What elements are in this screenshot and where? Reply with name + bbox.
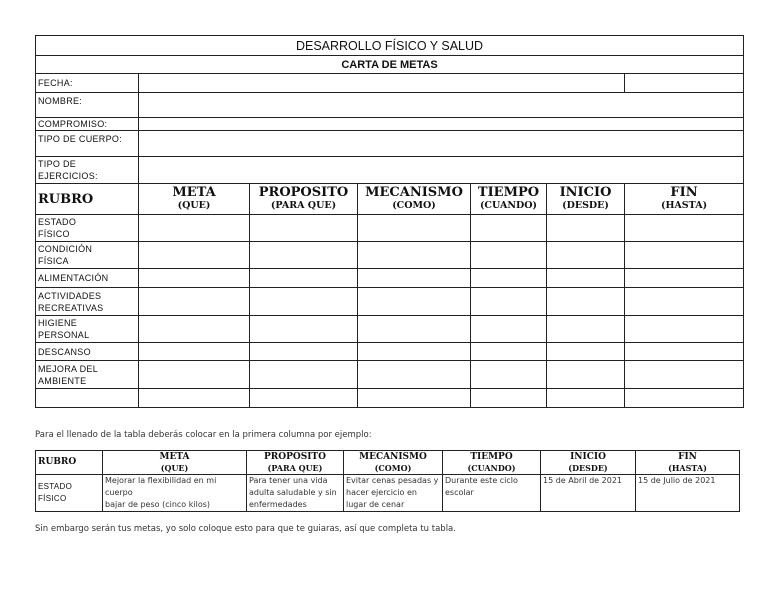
goal-cell[interactable] bbox=[358, 269, 471, 288]
header-proposito-sub: (PARA QUE) bbox=[270, 200, 337, 211]
rubro-label: CONDICIÓN FÍSICA bbox=[36, 242, 139, 269]
goal-cell[interactable] bbox=[250, 242, 358, 269]
goal-cell[interactable] bbox=[547, 242, 625, 269]
header-fin bbox=[625, 184, 744, 215]
goal-cell[interactable] bbox=[547, 343, 625, 361]
goals-form-table bbox=[35, 35, 744, 408]
example-header-fin-sub: (HASTA) bbox=[668, 462, 707, 473]
goal-cell[interactable] bbox=[250, 288, 358, 316]
goal-cell[interactable] bbox=[139, 242, 250, 269]
nombre-label: NOMBRE: bbox=[36, 93, 139, 118]
header-inicio-label: INICIO bbox=[559, 185, 612, 200]
tipo-ejercicios-label: TIPO DE EJERCICIOS: bbox=[36, 157, 139, 184]
goal-cell[interactable] bbox=[471, 215, 547, 242]
goal-cell[interactable] bbox=[139, 269, 250, 288]
goal-cell[interactable] bbox=[547, 316, 625, 343]
example-table bbox=[35, 450, 740, 512]
goal-cell[interactable] bbox=[625, 361, 744, 389]
example-header-fin-label: FIN bbox=[678, 451, 697, 462]
goal-cell[interactable] bbox=[139, 215, 250, 242]
header-row bbox=[36, 184, 744, 215]
header-meta-label: META bbox=[172, 185, 216, 200]
nombre-field[interactable] bbox=[139, 93, 744, 118]
form-title: DESARROLLO FÍSICO Y SALUD bbox=[36, 36, 744, 56]
blank-cell[interactable] bbox=[139, 389, 250, 408]
header-proposito bbox=[250, 184, 358, 215]
goal-cell[interactable] bbox=[471, 269, 547, 288]
example-header-tiempo-label: TIEMPO bbox=[470, 451, 513, 462]
header-proposito-label: PROPOSITO bbox=[258, 185, 349, 200]
goal-cell[interactable] bbox=[250, 215, 358, 242]
goal-cell[interactable] bbox=[547, 215, 625, 242]
goal-cell[interactable] bbox=[139, 288, 250, 316]
header-mecanismo-sub: (COMO) bbox=[392, 200, 436, 211]
rubro-label: DESCANSO bbox=[36, 343, 139, 361]
example-header-proposito-sub: (PARA QUE) bbox=[267, 462, 323, 473]
header-fin-sub: (HASTA) bbox=[660, 200, 708, 211]
header-tiempo bbox=[471, 184, 547, 215]
goal-cell[interactable] bbox=[625, 316, 744, 343]
header-meta-sub: (QUE) bbox=[177, 200, 211, 211]
rubro-row bbox=[36, 215, 744, 242]
form-subtitle: CARTA DE METAS bbox=[36, 56, 744, 74]
blank-cell[interactable] bbox=[36, 389, 139, 408]
fecha-label: FECHA: bbox=[36, 74, 139, 93]
tipo-ejercicios-field[interactable] bbox=[139, 157, 744, 184]
goal-cell[interactable] bbox=[250, 269, 358, 288]
goal-cell[interactable] bbox=[547, 361, 625, 389]
header-meta bbox=[139, 184, 250, 215]
compromiso-label: COMPROMISO: bbox=[36, 118, 139, 131]
goal-cell[interactable] bbox=[471, 361, 547, 389]
goal-cell[interactable] bbox=[250, 361, 358, 389]
example-header-proposito-label: PROPOSITO bbox=[264, 451, 326, 462]
rubro-row bbox=[36, 242, 744, 269]
goal-cell[interactable] bbox=[547, 269, 625, 288]
blank-cell[interactable] bbox=[250, 389, 358, 408]
goal-cell[interactable] bbox=[625, 269, 744, 288]
example-header-mecanismo-label: MECANISMO bbox=[359, 451, 427, 462]
example-header-tiempo bbox=[443, 451, 541, 475]
example-header-mecanismo bbox=[344, 451, 443, 475]
example-fin: 15 de Julio de 2021 bbox=[636, 475, 740, 512]
compromiso-field[interactable] bbox=[139, 118, 744, 131]
rubro-row bbox=[36, 288, 744, 316]
example-header-inicio bbox=[541, 451, 636, 475]
goal-cell[interactable] bbox=[250, 316, 358, 343]
goal-cell[interactable] bbox=[471, 242, 547, 269]
rubro-label: ALIMENTACIÓN bbox=[36, 269, 139, 288]
instructions-outro: Sin embargo serán tus metas, yo solo coloque esto para que te guiaras, así que completa tu tabla. bbox=[35, 524, 456, 534]
rubro-row bbox=[36, 361, 744, 389]
goal-cell[interactable] bbox=[358, 288, 471, 316]
example-header-tiempo-sub: (CUANDO) bbox=[467, 462, 516, 473]
header-mecanismo bbox=[358, 184, 471, 215]
tipo-cuerpo-field[interactable] bbox=[139, 131, 744, 157]
goal-cell[interactable] bbox=[358, 316, 471, 343]
rubro-row bbox=[36, 269, 744, 288]
header-mecanismo-label: MECANISMO bbox=[365, 185, 463, 200]
example-header-inicio-label: INICIO bbox=[570, 451, 606, 462]
rubro-label: MEJORA DEL AMBIENTE bbox=[36, 361, 139, 389]
example-row bbox=[36, 475, 740, 512]
goal-cell[interactable] bbox=[625, 343, 744, 361]
goal-cell[interactable] bbox=[358, 343, 471, 361]
goal-cell[interactable] bbox=[471, 288, 547, 316]
header-inicio-sub: (DESDE) bbox=[562, 200, 609, 211]
blank-cell[interactable] bbox=[471, 389, 547, 408]
example-header-rubro-label: RUBRO bbox=[38, 457, 77, 467]
example-header-meta bbox=[103, 451, 247, 475]
rubro-label: ACTIVIDADES RECREATIVAS bbox=[36, 288, 139, 316]
rubro-row bbox=[36, 316, 744, 343]
rubro-label: ESTADO FÍSICO bbox=[36, 215, 139, 242]
instructions-intro: Para el llenado de la tabla deberás colocar en la primera columna por ejemplo: bbox=[35, 430, 372, 440]
example-header-meta-label: META bbox=[159, 451, 190, 462]
goal-cell[interactable] bbox=[547, 288, 625, 316]
example-header-meta-sub: (QUE) bbox=[160, 462, 189, 473]
goal-cell[interactable] bbox=[139, 343, 250, 361]
example-header-mecanismo-sub: (COMO) bbox=[374, 462, 412, 473]
example-header-fin bbox=[636, 451, 740, 475]
example-meta: Mejorar la flexibilidad en mi cuerpo bajar de peso (cinco kilos) bbox=[103, 475, 247, 512]
rubro-label: HIGIENE PERSONAL bbox=[36, 316, 139, 343]
rubro-row bbox=[36, 343, 744, 361]
goal-cell[interactable] bbox=[625, 215, 744, 242]
goal-cell[interactable] bbox=[471, 316, 547, 343]
example-tiempo: Durante este ciclo escolar bbox=[443, 475, 541, 512]
header-tiempo-label: TIEMPO bbox=[477, 185, 540, 200]
blank-cell[interactable] bbox=[625, 389, 744, 408]
goal-cell[interactable] bbox=[358, 242, 471, 269]
example-inicio: 15 de Abril de 2021 bbox=[541, 475, 636, 512]
rubro-rows bbox=[36, 215, 744, 408]
fecha-extra-field[interactable] bbox=[625, 74, 744, 93]
goal-cell[interactable] bbox=[139, 316, 250, 343]
tipo-cuerpo-label: TIPO DE CUERPO: bbox=[36, 131, 139, 157]
header-rubro: RUBRO bbox=[36, 184, 139, 215]
example-header-inicio-sub: (DESDE) bbox=[568, 462, 608, 473]
example-header-rubro bbox=[36, 451, 103, 475]
goal-cell[interactable] bbox=[471, 343, 547, 361]
goal-cell[interactable] bbox=[625, 242, 744, 269]
example-header-row bbox=[36, 451, 740, 475]
blank-cell[interactable] bbox=[358, 389, 471, 408]
example-mecanismo: Evitar cenas pesadas y hacer ejercicio en lugar de cenar bbox=[344, 475, 443, 512]
example-header-proposito bbox=[247, 451, 344, 475]
example-proposito: Para tener una vida adulta saludable y sin enfermedades bbox=[247, 475, 344, 512]
example-rubro: ESTADO FÍSICO bbox=[36, 475, 103, 512]
goal-cell[interactable] bbox=[625, 288, 744, 316]
goal-cell[interactable] bbox=[250, 343, 358, 361]
blank-cell[interactable] bbox=[547, 389, 625, 408]
header-inicio bbox=[547, 184, 625, 215]
goal-cell[interactable] bbox=[358, 361, 471, 389]
header-tiempo-sub: (CUANDO) bbox=[479, 200, 538, 211]
goal-cell[interactable] bbox=[358, 215, 471, 242]
fecha-field[interactable] bbox=[139, 74, 625, 93]
goal-cell[interactable] bbox=[139, 361, 250, 389]
header-fin-label: FIN bbox=[670, 185, 698, 200]
blank-row bbox=[36, 389, 744, 408]
